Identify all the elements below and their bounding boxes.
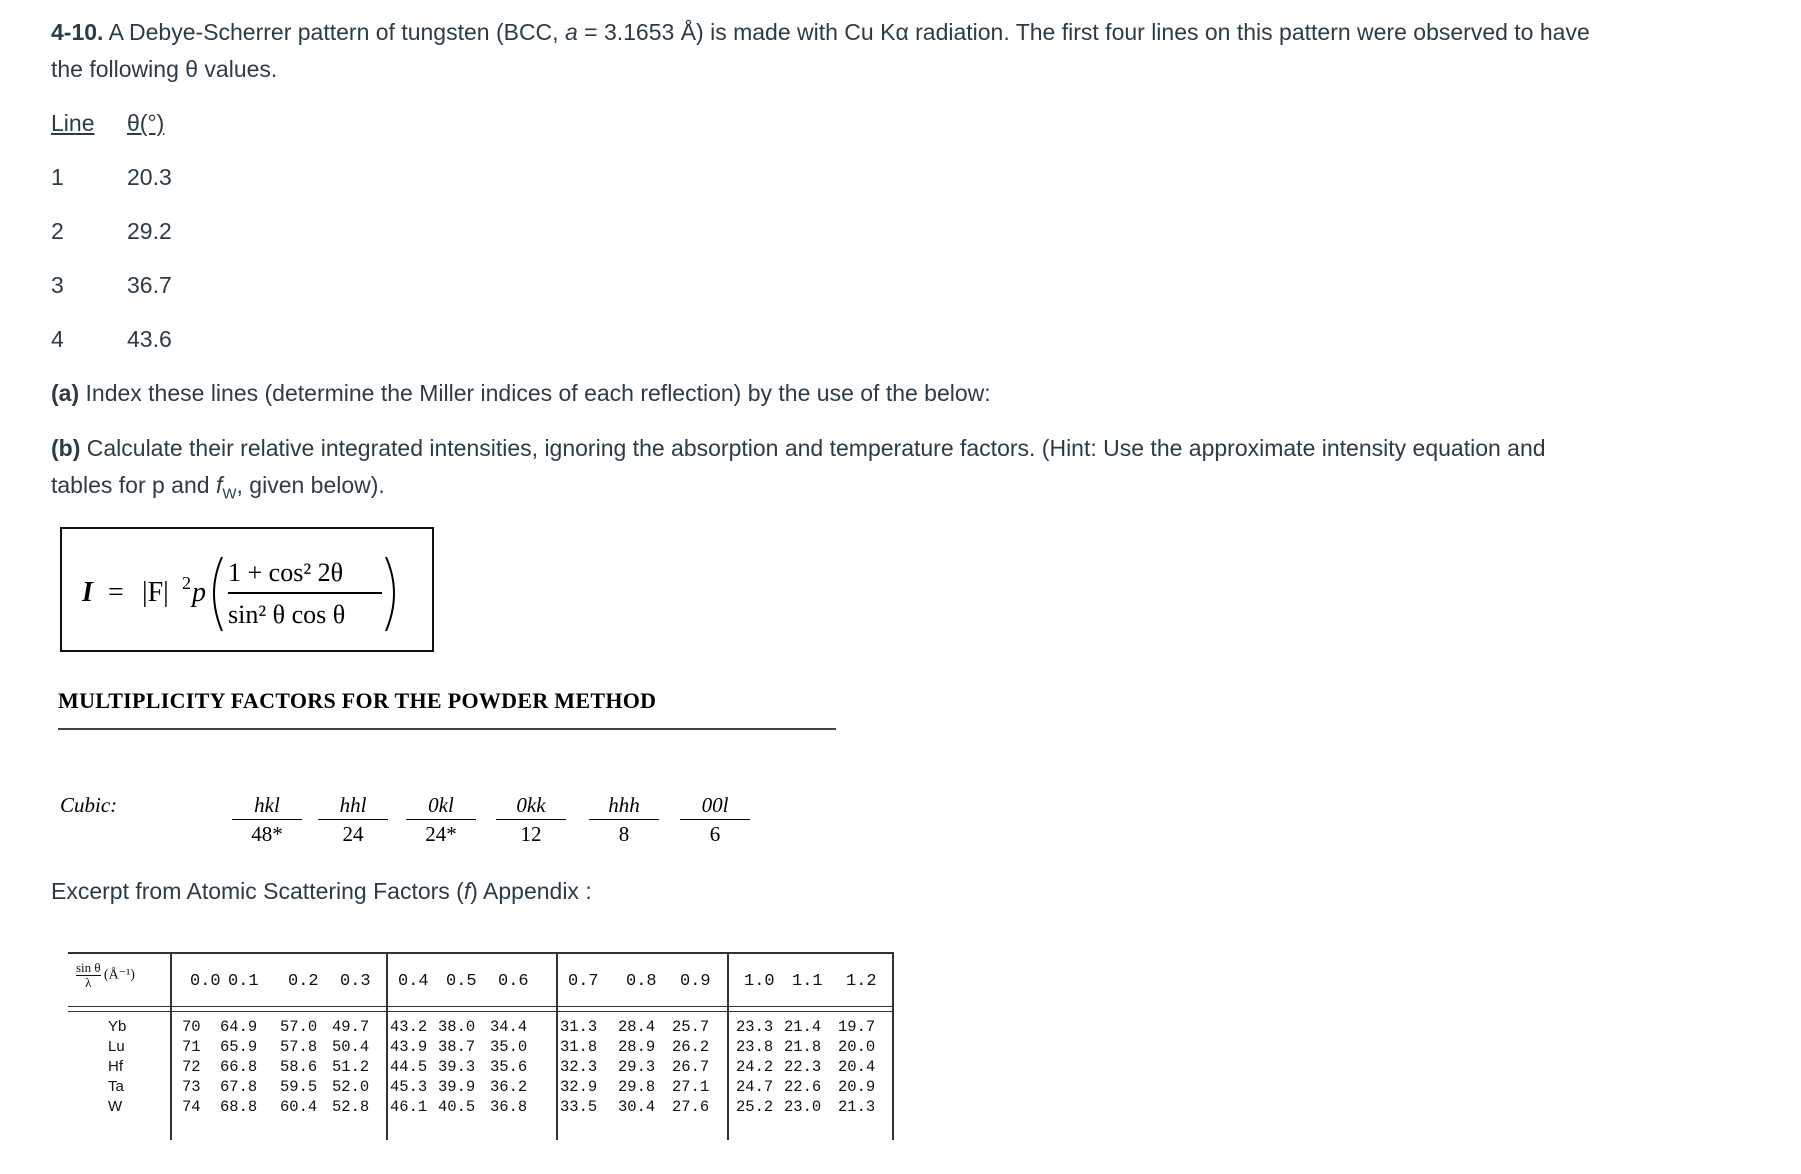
svg-text:sin² θ cos θ: sin² θ cos θ bbox=[228, 600, 346, 629]
table-cell: 21.8 bbox=[784, 1038, 822, 1056]
table-cell: 60.4 bbox=[280, 1098, 318, 1116]
lines-table-header bbox=[51, 110, 164, 137]
table-cell: 70 bbox=[182, 1018, 201, 1036]
column-header: 1.0 bbox=[744, 972, 775, 991]
intensity-equation-graphic bbox=[82, 551, 422, 635]
problem-document bbox=[51, 14, 1771, 503]
table-cell: 24.7 bbox=[736, 1078, 774, 1096]
table-cell: 58.6 bbox=[280, 1058, 318, 1076]
table-cell: 64.9 bbox=[220, 1018, 258, 1036]
table-axis-label: $\frac{\text{sin θ}}{\lambda}$ (Å⁻¹) bbox=[76, 960, 135, 990]
element-label: Lu bbox=[108, 1038, 125, 1055]
table-cell: 66.8 bbox=[220, 1058, 258, 1076]
multiplicity-column: 0kl 24* bbox=[406, 793, 476, 848]
table-cell: 33.5 bbox=[560, 1098, 598, 1116]
table-cell: 52.0 bbox=[332, 1078, 370, 1096]
column-header: 1.2 bbox=[846, 972, 877, 991]
line-row: 4 43.6 bbox=[51, 326, 172, 352]
table-cell: 19.7 bbox=[838, 1018, 876, 1036]
svg-text:|F|: |F| bbox=[142, 577, 169, 608]
line-row: 1 20.3 bbox=[51, 164, 172, 190]
table-cell: 23.3 bbox=[736, 1018, 774, 1036]
element-label: W bbox=[108, 1098, 123, 1115]
table-cell: 59.5 bbox=[280, 1078, 318, 1096]
table-cell: 24.2 bbox=[736, 1058, 774, 1076]
table-rule bbox=[68, 1011, 894, 1012]
table-divider bbox=[556, 952, 558, 1140]
table-cell: 21.4 bbox=[784, 1018, 822, 1036]
multiplicity-column: hhl 24 bbox=[318, 793, 388, 848]
table-cell: 27.6 bbox=[672, 1098, 710, 1116]
table-cell: 36.8 bbox=[490, 1098, 528, 1116]
line-row: 2 29.2 bbox=[51, 218, 172, 244]
multiplicity-column: 0kk 12 bbox=[496, 793, 566, 848]
multiplicity-column: 00l 6 bbox=[680, 793, 750, 848]
table-cell: 38.7 bbox=[438, 1038, 476, 1056]
table-cell: 30.4 bbox=[618, 1098, 656, 1116]
table-cell: 27.1 bbox=[672, 1078, 710, 1096]
column-header: 0.6 bbox=[498, 972, 529, 991]
table-cell: 23.0 bbox=[784, 1098, 822, 1116]
table-cell: 32.9 bbox=[560, 1078, 598, 1096]
table-cell: 67.8 bbox=[220, 1078, 258, 1096]
table-cell: 22.6 bbox=[784, 1078, 822, 1096]
divider bbox=[58, 728, 836, 730]
table-cell: 43.9 bbox=[390, 1038, 428, 1056]
table-cell: 22.3 bbox=[784, 1058, 822, 1076]
excerpt-title: Excerpt from Atomic Scattering Factors (f) Appendix : bbox=[51, 878, 592, 904]
table-cell: 26.2 bbox=[672, 1038, 710, 1056]
table-cell: 28.9 bbox=[618, 1038, 656, 1056]
svg-text:p: p bbox=[192, 577, 206, 608]
table-cell: 57.8 bbox=[280, 1038, 318, 1056]
table-cell: 43.2 bbox=[390, 1018, 428, 1036]
table-cell: 32.3 bbox=[560, 1058, 598, 1076]
svg-text:=: = bbox=[108, 577, 124, 608]
column-header: 0.9 bbox=[680, 972, 711, 991]
table-cell: 52.8 bbox=[332, 1098, 370, 1116]
table-cell: 57.0 bbox=[280, 1018, 318, 1036]
table-cell: 26.7 bbox=[672, 1058, 710, 1076]
header-line: Line bbox=[51, 110, 95, 136]
column-header: 1.1 bbox=[792, 972, 823, 991]
table-cell: 35.0 bbox=[490, 1038, 528, 1056]
table-cell: 20.4 bbox=[838, 1058, 876, 1076]
column-header: 0.0 bbox=[190, 972, 221, 991]
part-b: (b) Calculate their relative integrated intensities, ignoring the absorption and temperature factors. (Hint: Use the approximate intensity equation and tables for p and $f_W$, given below). bbox=[51, 435, 1546, 503]
table-cell: 45.3 bbox=[390, 1078, 428, 1096]
table-cell: 74 bbox=[182, 1098, 201, 1116]
svg-text:2: 2 bbox=[182, 573, 191, 593]
table-cell: 29.3 bbox=[618, 1058, 656, 1076]
table-cell: 25.2 bbox=[736, 1098, 774, 1116]
multiplicity-column: hhh 8 bbox=[589, 793, 659, 848]
table-cell: 20.0 bbox=[838, 1038, 876, 1056]
table-rule bbox=[68, 1006, 894, 1007]
table-cell: 29.8 bbox=[618, 1078, 656, 1096]
problem-number: 4-10. bbox=[51, 19, 104, 45]
table-cell: 46.1 bbox=[390, 1098, 428, 1116]
column-header: 0.4 bbox=[398, 972, 429, 991]
table-divider bbox=[892, 952, 894, 1140]
element-label: Yb bbox=[108, 1018, 127, 1035]
table-cell: 36.2 bbox=[490, 1078, 528, 1096]
table-cell: 28.4 bbox=[618, 1018, 656, 1036]
table-cell: 50.4 bbox=[332, 1038, 370, 1056]
table-cell: 40.5 bbox=[438, 1098, 476, 1116]
header-theta: θ(°) bbox=[127, 110, 165, 136]
table-cell: 65.9 bbox=[220, 1038, 258, 1056]
column-header: 0.2 bbox=[288, 972, 319, 991]
table-cell: 49.7 bbox=[332, 1018, 370, 1036]
cubic-label: Cubic: bbox=[60, 793, 118, 817]
element-label: Hf bbox=[108, 1058, 123, 1075]
column-header: 0.7 bbox=[568, 972, 599, 991]
table-cell: 21.3 bbox=[838, 1098, 876, 1116]
table-cell: 31.3 bbox=[560, 1018, 598, 1036]
column-header: 0.8 bbox=[626, 972, 657, 991]
problem-intro: 4-10. A Debye-Scherrer pattern of tungsten (BCC, a = 3.1653 Å) is made with Cu Kα radiation. The first four lines on this pattern were observed to have the following θ values. bbox=[51, 19, 1590, 82]
table-cell: 20.9 bbox=[838, 1078, 876, 1096]
table-cell: 31.8 bbox=[560, 1038, 598, 1056]
intensity-equation bbox=[82, 551, 422, 643]
table-rule bbox=[68, 952, 894, 954]
intensity-equation-box bbox=[60, 527, 434, 652]
table-cell: 39.9 bbox=[438, 1078, 476, 1096]
column-header: 0.1 bbox=[228, 972, 259, 991]
line-row: 3 36.7 bbox=[51, 272, 172, 298]
table-cell: 34.4 bbox=[490, 1018, 528, 1036]
table-cell: 51.2 bbox=[332, 1058, 370, 1076]
element-label: Ta bbox=[108, 1078, 124, 1095]
table-divider bbox=[170, 952, 172, 1140]
table-cell: 38.0 bbox=[438, 1018, 476, 1036]
scattering-factor-table bbox=[68, 952, 894, 1140]
multiplicity-column: hkl 48* bbox=[232, 793, 302, 848]
svg-text:I: I bbox=[82, 577, 93, 608]
column-header: 0.5 bbox=[446, 972, 477, 991]
column-header: 0.3 bbox=[340, 972, 371, 991]
table-divider bbox=[727, 952, 729, 1140]
table-cell: 25.7 bbox=[672, 1018, 710, 1036]
table-cell: 44.5 bbox=[390, 1058, 428, 1076]
table-cell: 35.6 bbox=[490, 1058, 528, 1076]
table-cell: 23.8 bbox=[736, 1038, 774, 1056]
multiplicity-title: MULTIPLICITY FACTORS FOR THE POWDER METHOD bbox=[58, 688, 657, 713]
table-divider bbox=[386, 952, 388, 1140]
part-a: (a) Index these lines (determine the Miller indices of each reflection) by the use of the below: bbox=[51, 380, 991, 406]
table-cell: 71 bbox=[182, 1038, 201, 1056]
svg-text:1 + cos² 2θ: 1 + cos² 2θ bbox=[228, 558, 344, 587]
table-cell: 72 bbox=[182, 1058, 201, 1076]
table-cell: 39.3 bbox=[438, 1058, 476, 1076]
table-cell: 68.8 bbox=[220, 1098, 258, 1116]
table-cell: 73 bbox=[182, 1078, 201, 1096]
